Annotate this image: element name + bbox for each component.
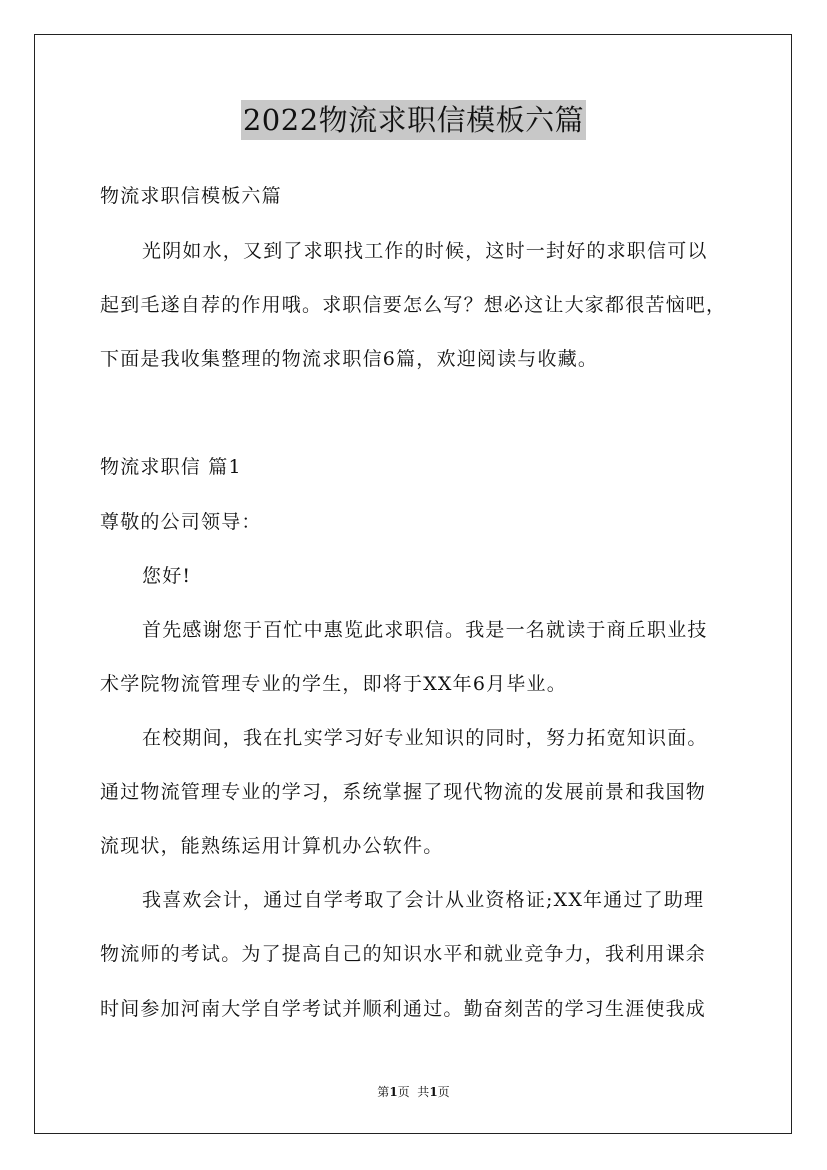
page-footer <box>0 1083 827 1100</box>
footer-page-suffix: 页 <box>437 1085 450 1099</box>
document-subtitle: 物流求职信模板六篇 <box>100 185 282 207</box>
footer-page-mid: 页 共 <box>397 1085 430 1099</box>
intro-line-1: 光阴如水，又到了求职找工作的时候，这时一封好的求职信可以 <box>142 240 708 262</box>
footer-page-total: 1 <box>429 1085 438 1099</box>
paragraph-2-line-1: 在校期间，我在扎实学习好专业知识的同时，努力拓宽知识面。 <box>142 727 708 749</box>
paragraph-3-line-3: 时间参加河南大学自学考试并顺利通过。勤奋刻苦的学习生涯使我成 <box>100 998 707 1020</box>
document-title: 2022物流求职信模板六篇 <box>241 100 586 140</box>
footer-page-prefix: 第 <box>377 1085 390 1099</box>
paragraph-3-line-1: 我喜欢会计，通过自学考取了会计从业资格证;XX年通过了助理 <box>142 889 705 911</box>
paragraph-1-line-2: 术学院物流管理专业的学生，即将于XX年6月毕业。 <box>100 673 567 695</box>
intro-line-3: 下面是我收集整理的物流求职信6篇，欢迎阅读与收藏。 <box>100 348 599 370</box>
intro-line-2: 起到毛遂自荐的作用哦。求职信要怎么写？想必这让大家都很苦恼吧， <box>100 294 727 316</box>
greeting: 您好! <box>142 565 192 587</box>
salutation: 尊敬的公司领导： <box>100 511 262 533</box>
footer-page-current: 1 <box>389 1085 398 1099</box>
paragraph-2-line-3: 流现状，能熟练运用计算机办公软件。 <box>100 835 444 857</box>
paragraph-2-line-2: 通过物流管理专业的学习，系统掌握了现代物流的发展前景和我国物 <box>100 781 707 803</box>
section-heading: 物流求职信 篇1 <box>100 456 242 478</box>
title-container <box>0 100 827 140</box>
paragraph-3-line-2: 物流师的考试。为了提高自己的知识水平和就业竞争力，我利用课余 <box>100 943 707 965</box>
paragraph-1-line-1: 首先感谢您于百忙中惠览此求职信。我是一名就读于商丘职业技 <box>142 619 708 641</box>
